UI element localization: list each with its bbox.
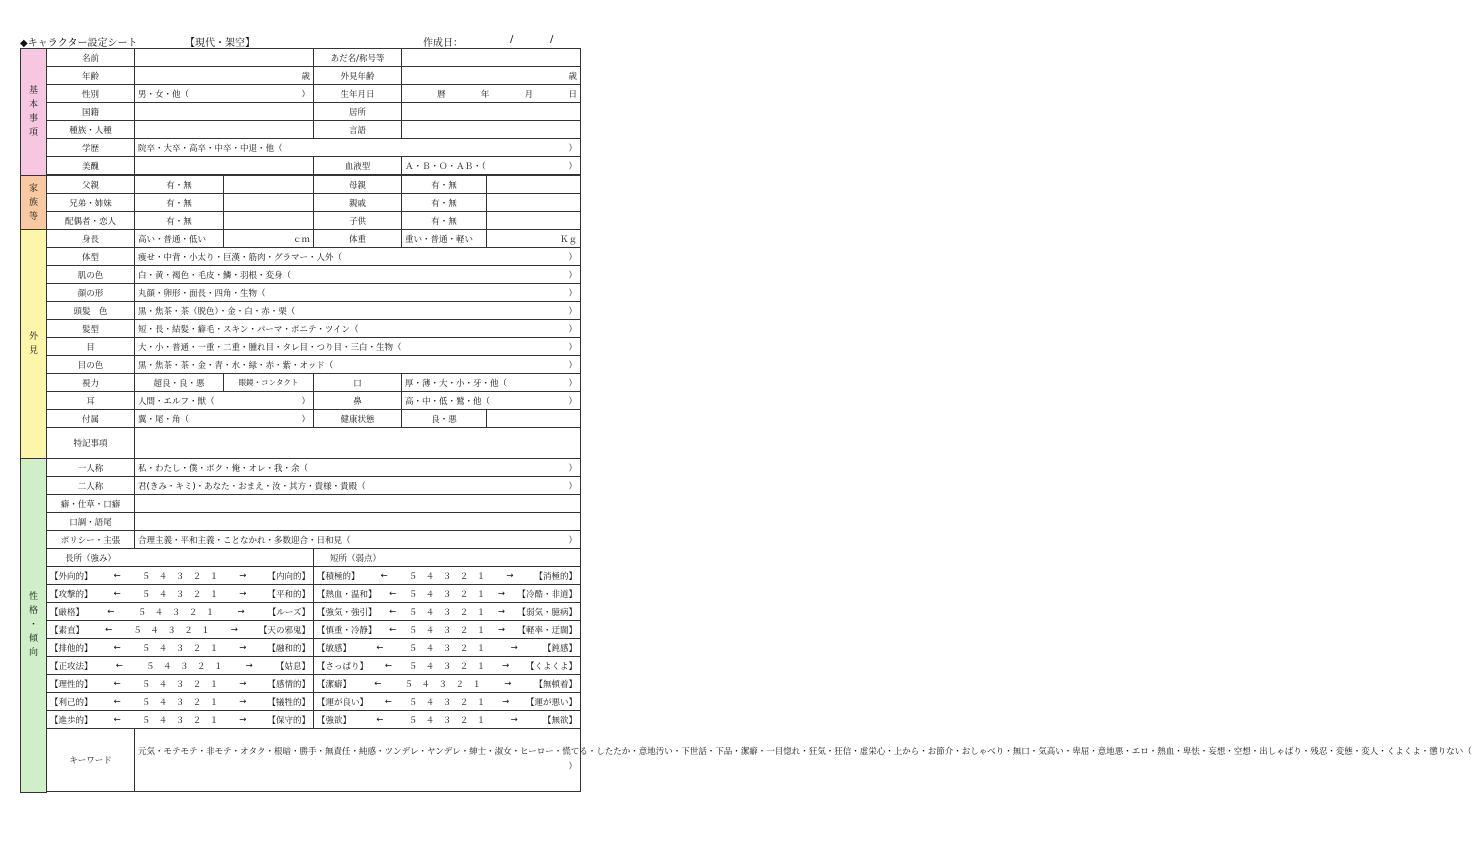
paren-close: ） [568,481,578,492]
second-person-label: 二人称 [47,477,135,495]
scale-right[interactable] [314,657,581,675]
character-sheet-table [20,48,1472,793]
hairstyle-field[interactable] [135,320,581,338]
trait-label: 【弱気・臆病】 [517,607,577,618]
second-person-options: 君(きみ・キミ)・あなた・おまえ・汝・其方・貴様・貴殿（ [138,481,366,492]
trait-label: 【正攻法】 [50,661,93,672]
scale-left[interactable] [47,675,314,693]
scale-row [21,711,581,729]
trait-label: 【熱血・温和】 [317,589,377,600]
health-options[interactable]: 良・悪 [402,410,487,428]
relatives-note[interactable] [487,194,581,212]
race-label: 種族・人種 [47,121,135,139]
arrow-left-icon: ← [113,678,121,689]
arrow-right-icon: → [239,588,247,599]
trait-label: 【融和的】 [267,643,310,654]
nickname-label: あだ名/称号等 [314,49,402,67]
birthday-label: 生年月日 [314,85,402,103]
scale-numbers: ５ ４ ３ ２ １ [141,643,219,654]
skin-options: 白・黄・褐色・毛皮・鱗・羽根・変身（ [138,270,292,281]
children-value[interactable]: 有・無 [402,212,487,230]
sex-label: 性別 [47,85,135,103]
scale-left[interactable] [47,693,314,711]
ear-label: 耳 [47,392,135,410]
tone-label: 口調・語尾 [47,513,135,531]
notes-label: 特記事項 [47,428,135,459]
scale-left[interactable] [47,567,314,585]
arrow-right-icon: → [502,660,510,671]
arrow-left-icon: ← [113,588,121,599]
paren-close: ） [568,342,578,353]
hair-color-field[interactable] [135,302,581,320]
arrow-right-icon: → [239,642,247,653]
policy-field[interactable] [135,531,581,549]
section-appearance: 外 見 [21,230,47,459]
weakness-label: 短所（弱点） [330,553,382,564]
arrow-right-icon: → [510,642,518,653]
tone-field[interactable] [135,513,581,531]
apparent-age-unit: 歳 [568,71,578,82]
mother-note[interactable] [487,176,581,194]
weakness-field[interactable] [314,549,581,567]
bd-day: 日 [568,89,578,100]
scale-numbers: ５ ４ ３ ２ １ [404,679,482,690]
scale-right[interactable] [314,621,581,639]
habit-label: 癖・仕草・口癖 [47,495,135,513]
keyword-text: 元気・モテモテ・非モテ・オタク・根暗・勝手・無責任・純感・ツンデレ・ヤンデレ・紳士・淑女・ヒーロー・慌てる・したたか・意地汚い・下世話・下品・潔癖・一目惚れ・狂気・狂信・虚栄心・上から・お節介・おしゃべり・無口・気高い・卑屈・意地悪・エロ・熱血・卑怯・妄想・空想・出しゃばり・残忍・変態・変人・くよくよ・懲りない（ [138,747,1472,757]
scale-left[interactable] [47,639,314,657]
height-field[interactable] [224,230,314,248]
scale-numbers: ５ ４ ３ ２ １ [133,625,210,636]
arrow-right-icon: → [239,696,247,707]
scale-row [21,675,581,693]
scale-left[interactable] [47,621,314,639]
face-label: 顔の形 [47,284,135,302]
arrow-left-icon: ← [384,696,392,707]
trait-label: 【積極的】 [317,571,360,582]
attach-label: 付属 [47,410,135,428]
paren-close: ） [568,288,578,299]
trait-label: 【軽率・迂闊】 [517,625,577,636]
height-label: 身長 [47,230,135,248]
policy-options: 合理主義・平和主義・ことなかれ・多数迎合・日和見（ [138,535,351,546]
trait-label: 【攻撃的】 [50,589,93,600]
arrow-right-icon: → [504,678,512,689]
trait-label: 【くよくよ】 [525,661,577,672]
trait-label: 【潔癖】 [317,679,352,690]
attach-options: 翼・尾・角（ [138,414,190,425]
trait-label: 【運が良い】 [317,697,369,708]
body-type-options: 痩せ・中背・小太り・巨漢・筋肉・グラマー・人外（ [138,252,343,263]
scale-left[interactable] [47,711,314,729]
arrow-left-icon: ← [113,714,121,725]
trait-label: 【冷酷・非道】 [517,589,577,600]
arrow-right-icon: → [245,660,253,671]
scale-right[interactable] [314,603,581,621]
scale-right[interactable] [314,585,581,603]
eyes-options: 大・小・普通・一重・二重・腫れ目・タレ目・つり目・三白・生物（ [138,342,402,353]
strength-label: 長所（強み） [65,553,117,564]
body-type-label: 体型 [47,248,135,266]
scale-row [21,639,581,657]
paren-close: ） [568,306,578,317]
sheet-type: 【現代・架空】 [185,38,255,49]
trait-label: 【消極的】 [534,571,577,582]
residence-label: 居所 [314,103,402,121]
hair-color-label: 頭髪 色 [47,302,135,320]
arrow-right-icon: → [239,570,247,581]
date-slash: / [550,34,554,45]
eye-color-label: 目の色 [47,356,135,374]
paren-close: ） [568,360,578,371]
arrow-right-icon: → [510,714,518,725]
glasses-options[interactable]: 眼鏡・コンタクト [224,374,314,392]
father-value[interactable]: 有・無 [135,176,224,194]
keyword-field[interactable] [135,729,1472,792]
second-person-field[interactable] [135,477,581,495]
weight-field[interactable] [487,230,581,248]
arrow-right-icon: → [239,678,247,689]
paren-close: ） [568,378,578,389]
keyword-label: キーワード [47,729,135,792]
sex-options: 男・女・他（ [138,89,190,100]
education-options: 院卒・大卒・高卒・中卒・中退・他（ [138,143,283,154]
scale-left[interactable] [47,657,314,675]
trait-label: 【排他的】 [50,643,93,654]
scale-row [21,693,581,711]
scale-numbers: ５ ４ ３ ２ １ [141,715,219,726]
trait-label: 【姑息】 [275,661,310,672]
mouth-field[interactable] [402,374,581,392]
ear-field[interactable] [135,392,314,410]
skin-field[interactable] [135,266,581,284]
arrow-right-icon: → [506,570,514,581]
paren-close: ） [568,324,578,335]
blood-label: 血液型 [314,157,402,175]
arrow-left-icon: ← [113,642,121,653]
scale-numbers: ５ ４ ３ ２ １ [408,571,486,582]
language-field[interactable] [402,121,581,139]
children-note[interactable] [487,212,581,230]
scale-row [21,657,581,675]
name-field[interactable] [135,49,314,67]
father-note[interactable] [224,176,314,194]
attach-field[interactable] [135,410,314,428]
scale-row [21,621,581,639]
face-options: 丸顔・卵形・面長・四角・生物（ [138,288,266,299]
trait-label: 【利己的】 [50,697,93,708]
policy-label: ポリシー・主張 [47,531,135,549]
trait-label: 【強欲】 [317,715,352,726]
trait-label: 【敏感】 [317,643,352,654]
paren-close: ） [568,463,578,474]
scale-numbers: ５ ４ ３ ２ １ [141,571,219,582]
residence-field[interactable] [402,103,581,121]
scale-right[interactable] [314,711,581,729]
scale-numbers: ５ ４ ３ ２ １ [137,607,215,618]
scale-numbers: ５ ４ ３ ２ １ [408,643,486,654]
beauty-label: 美醜 [47,157,135,175]
scale-numbers: ５ ４ ３ ２ １ [408,661,486,672]
siblings-value[interactable]: 有・無 [135,194,224,212]
arrow-right-icon: → [497,606,505,617]
mother-value[interactable]: 有・無 [402,176,487,194]
trait-label: 【慎重・冷静】 [317,625,377,636]
arrow-left-icon: ← [380,570,388,581]
eye-color-field[interactable] [135,356,581,374]
scale-row [21,585,581,603]
bd-year: 年 [480,89,490,100]
trait-label: 【天の邪鬼】 [258,625,310,636]
arrow-right-icon: → [239,714,247,725]
bd-month: 月 [524,89,534,100]
trait-label: 【無欲】 [542,715,577,726]
age-field[interactable] [135,67,314,85]
apparent-age-label: 外見年齢 [314,67,402,85]
date-label: 作成日： [423,38,463,49]
siblings-label: 兄弟・姉妹 [47,194,135,212]
siblings-note[interactable] [224,194,314,212]
trait-label: 【保守的】 [267,715,310,726]
nose-field[interactable] [402,392,581,410]
scale-numbers: ５ ４ ３ ２ １ [141,589,219,600]
arrow-left-icon: ← [376,642,384,653]
sheet-header [20,32,580,48]
beauty-field[interactable] [135,157,314,175]
age-label: 年齢 [47,67,135,85]
eyes-field[interactable] [135,338,581,356]
spouse-label: 配偶者・恋人 [47,212,135,230]
language-label: 言語 [314,121,402,139]
birthday-field[interactable] [402,85,581,103]
trait-label: 【強気・強引】 [317,607,377,618]
ear-options: 人間・エルフ・獣（ [138,396,215,407]
arrow-left-icon: ← [376,714,384,725]
skin-label: 肌の色 [47,266,135,284]
arrow-left-icon: ← [374,678,382,689]
arrow-right-icon: → [502,696,510,707]
paren-close: ） [568,535,578,546]
trait-label: 【無頓着】 [534,679,577,690]
scale-numbers: ５ ４ ３ ２ １ [408,607,486,618]
trait-label: 【厳格】 [50,607,85,618]
trait-label: 【内向的】 [267,571,310,582]
mouth-options: 厚・薄・大・小・牙・他（ [405,378,508,389]
children-label: 子供 [314,212,402,230]
vision-label: 視力 [47,374,135,392]
arrow-left-icon: ← [113,696,121,707]
bd-era: 暦 [437,89,446,100]
education-field[interactable] [135,139,581,157]
notes-field[interactable] [135,428,581,459]
paren-close: ） [568,143,578,154]
arrow-left-icon: ← [115,660,123,671]
race-field[interactable] [135,121,314,139]
paren-close: ） [301,414,311,425]
face-field[interactable] [135,284,581,302]
weight-options[interactable]: 重い・普通・軽い [402,230,487,248]
scale-numbers: ５ ４ ３ ２ １ [141,697,219,708]
arrow-right-icon: → [497,588,505,599]
nose-label: 鼻 [314,392,402,410]
sex-field[interactable] [135,85,314,103]
eyes-label: 目 [47,338,135,356]
scale-numbers: ５ ４ ３ ２ １ [408,625,486,636]
arrow-right-icon: → [237,606,245,617]
trait-label: 【外向的】 [50,571,93,582]
first-person-field[interactable] [135,459,581,477]
trait-label: 【さっぱり】 [317,661,369,672]
hairstyle-options: 短・長・結髪・癖毛・スキン・パーマ・ポニテ・ツイン（ [138,324,359,335]
weight-label: 体重 [314,230,402,248]
section-family: 家 族 等 [21,176,47,230]
paren-close: ） [568,270,578,281]
trait-label: 【犠牲的】 [267,697,310,708]
height-unit: ｃｍ [293,234,311,245]
arrow-right-icon: → [230,624,238,635]
blood-options: Ａ・Ｂ・Ｏ・ＡＢ・（ [405,161,486,172]
scale-right[interactable] [314,567,581,585]
scale-row [21,603,581,621]
mother-label: 母親 [314,176,402,194]
arrow-left-icon: ← [389,588,397,599]
trait-label: 【素直】 [50,625,85,636]
education-label: 学歴 [47,139,135,157]
arrow-left-icon: ← [384,660,392,671]
scale-numbers: ５ ４ ３ ２ １ [408,697,486,708]
relatives-value[interactable]: 有・無 [402,194,487,212]
nose-options: 高・中・低・鷲・他（ [405,396,491,407]
nationality-label: 国籍 [47,103,135,121]
scale-row [21,567,581,585]
section-basic: 基 本 事 項 [21,49,47,176]
scale-right[interactable] [314,675,581,693]
arrow-left-icon: ← [389,606,397,617]
sheet-title: ◆キャラクター設定シート [20,38,138,49]
trait-label: 【鈍感】 [542,643,577,654]
vision-options[interactable]: 超良・良・悪 [135,374,224,392]
arrow-left-icon: ← [113,570,121,581]
paren-close: ） [568,762,578,772]
trait-label: 【理性的】 [50,679,93,690]
hairstyle-label: 髪型 [47,320,135,338]
scale-left[interactable] [47,585,314,603]
trait-label: 【平和的】 [267,589,310,600]
mouth-label: 口 [314,374,402,392]
first-person-options: 私・わたし・僕・ボク・俺・オレ・我・余（ [138,463,309,474]
date-slash: / [510,34,514,45]
spouse-value[interactable]: 有・無 [135,212,224,230]
health-label: 健康状態 [314,410,402,428]
trait-label: 【ルーズ】 [267,607,310,618]
hair-color-options: 黒・焦茶・茶（脱色）・金・白・赤・栗（ [138,306,296,317]
blood-field[interactable] [402,157,581,175]
trait-label: 【運が悪い】 [525,697,577,708]
apparent-age-field[interactable] [402,67,581,85]
name-label: 名前 [47,49,135,67]
height-options[interactable]: 高い・普通・低い [135,230,224,248]
scale-numbers: ５ ４ ３ ２ １ [408,715,486,726]
eye-color-options: 黒・焦茶・茶・金・青・水・緑・赤・紫・オッド（ [138,360,334,371]
paren-close: ） [301,396,311,407]
paren-close: ） [301,89,311,100]
paren-close: ） [568,252,578,263]
section-personality: 性 格 ・ 傾 向 [21,459,47,793]
weight-unit: Ｋｇ [560,234,578,245]
relatives-label: 親戚 [314,194,402,212]
health-note[interactable] [487,410,581,428]
arrow-left-icon: ← [389,624,397,635]
nickname-field[interactable] [402,49,581,67]
scale-numbers: ５ ４ ３ ２ １ [141,679,219,690]
spouse-note[interactable] [224,212,314,230]
arrow-right-icon: → [497,624,505,635]
strength-field[interactable] [47,549,314,567]
age-unit: 歳 [301,71,311,82]
habit-field[interactable] [135,495,581,513]
nationality-field[interactable] [135,103,314,121]
arrow-left-icon: ← [107,606,115,617]
scale-left[interactable] [47,603,314,621]
first-person-label: 一人称 [47,459,135,477]
scale-right[interactable] [314,639,581,657]
scale-numbers: ５ ４ ３ ２ １ [408,589,486,600]
trait-label: 【感情的】 [267,679,310,690]
paren-close: ） [568,161,578,172]
scale-right[interactable] [314,693,581,711]
father-label: 父親 [47,176,135,194]
paren-close: ） [568,396,578,407]
scale-numbers: ５ ４ ３ ２ １ [145,661,223,672]
body-type-field[interactable] [135,248,581,266]
trait-label: 【進歩的】 [50,715,93,726]
arrow-left-icon: ← [105,624,113,635]
